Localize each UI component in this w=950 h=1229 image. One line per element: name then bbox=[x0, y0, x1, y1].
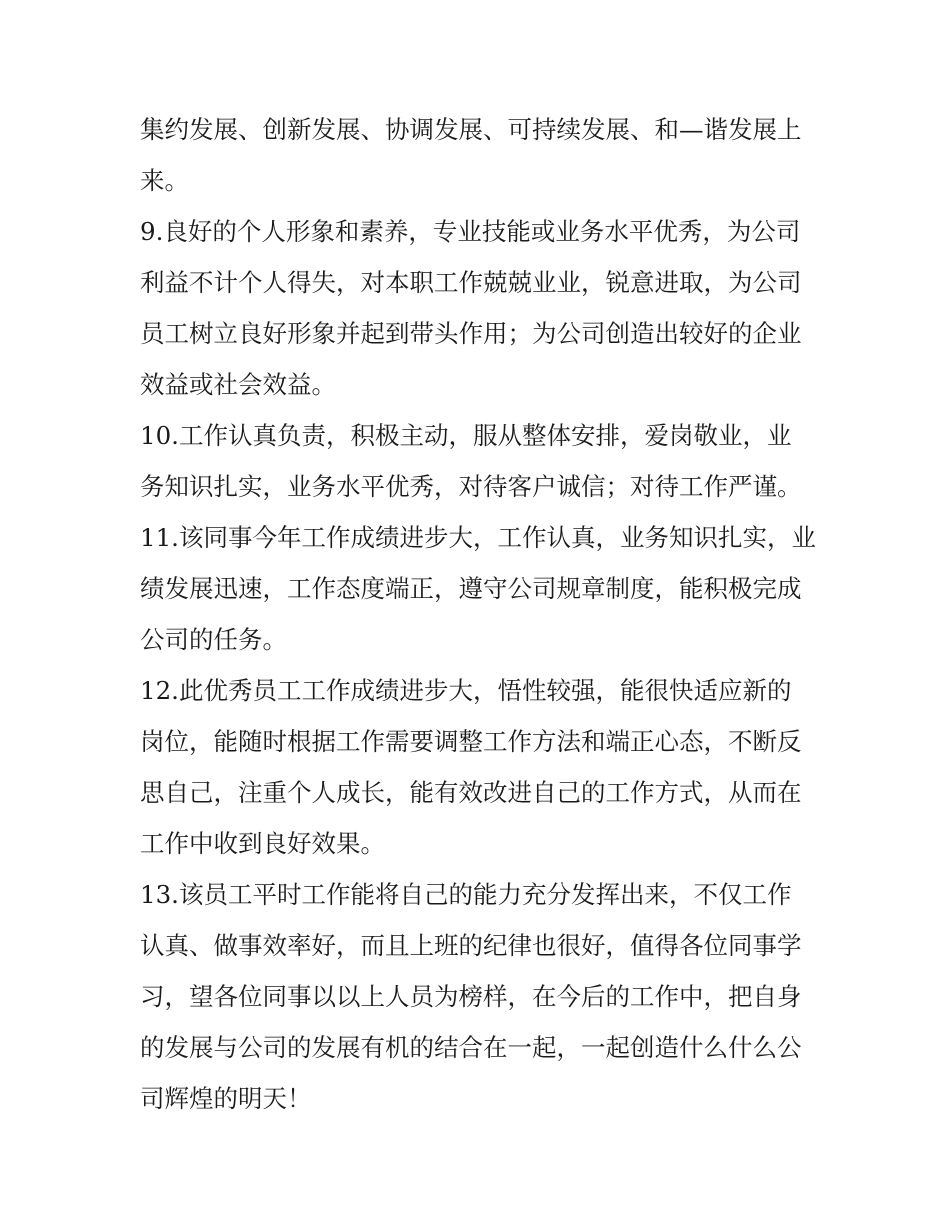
text-line: 公司的任务。 bbox=[140, 625, 287, 654]
text-line: 司辉煌的明天！ bbox=[140, 1084, 312, 1113]
text-line: 利益不计个人得失，对本职工作兢兢业业，锐意进取，为公司 bbox=[140, 268, 802, 297]
text-line: 集约发展、创新发展、协调发展、可持续发展、和—谐发展上 bbox=[140, 115, 802, 144]
text-line: 认真、做事效率好，而且上班的纪律也很好，值得各位同事学 bbox=[140, 931, 802, 960]
text-line: 思自己，注重个人成长，能有效改进自己的工作方式，从而在 bbox=[140, 778, 802, 807]
text-line: 绩发展迅速，工作态度端正，遵守公司规章制度，能积极完成 bbox=[140, 574, 802, 603]
text-line: 务知识扎实，业务水平优秀，对待客户诚信；对待工作严谨。 bbox=[140, 472, 802, 501]
text-line: 12.此优秀员工工作成绩进步大，悟性较强，能很快适应新的 bbox=[140, 676, 792, 705]
text-line: 11.该同事今年工作成绩进步大，工作认真，业务知识扎实，业 bbox=[140, 523, 816, 552]
text-line: 的发展与公司的发展有机的结合在一起，一起创造什么什么公 bbox=[140, 1033, 802, 1062]
text-line: 9.良好的个人形象和素养，专业技能或业务水平优秀，为公司 bbox=[140, 217, 801, 246]
text-line: 员工树立良好形象并起到带头作用；为公司创造出较好的企业 bbox=[140, 319, 802, 348]
text-line: 工作中收到良好效果。 bbox=[140, 829, 385, 858]
text-line: 来。 bbox=[140, 166, 189, 195]
text-line: 13.该员工平时工作能将自己的能力充分发挥出来，不仅工作 bbox=[140, 880, 792, 909]
text-line: 岗位，能随时根据工作需要调整工作方法和端正心态，不断反 bbox=[140, 727, 802, 756]
text-line: 习，望各位同事以以上人员为榜样，在今后的工作中，把自身 bbox=[140, 982, 802, 1011]
document-body bbox=[140, 104, 820, 1124]
text-line: 效益或社会效益。 bbox=[140, 370, 336, 399]
text-line: 10.工作认真负责，积极主动，服从整体安排，爱岗敬业，业 bbox=[140, 421, 792, 450]
